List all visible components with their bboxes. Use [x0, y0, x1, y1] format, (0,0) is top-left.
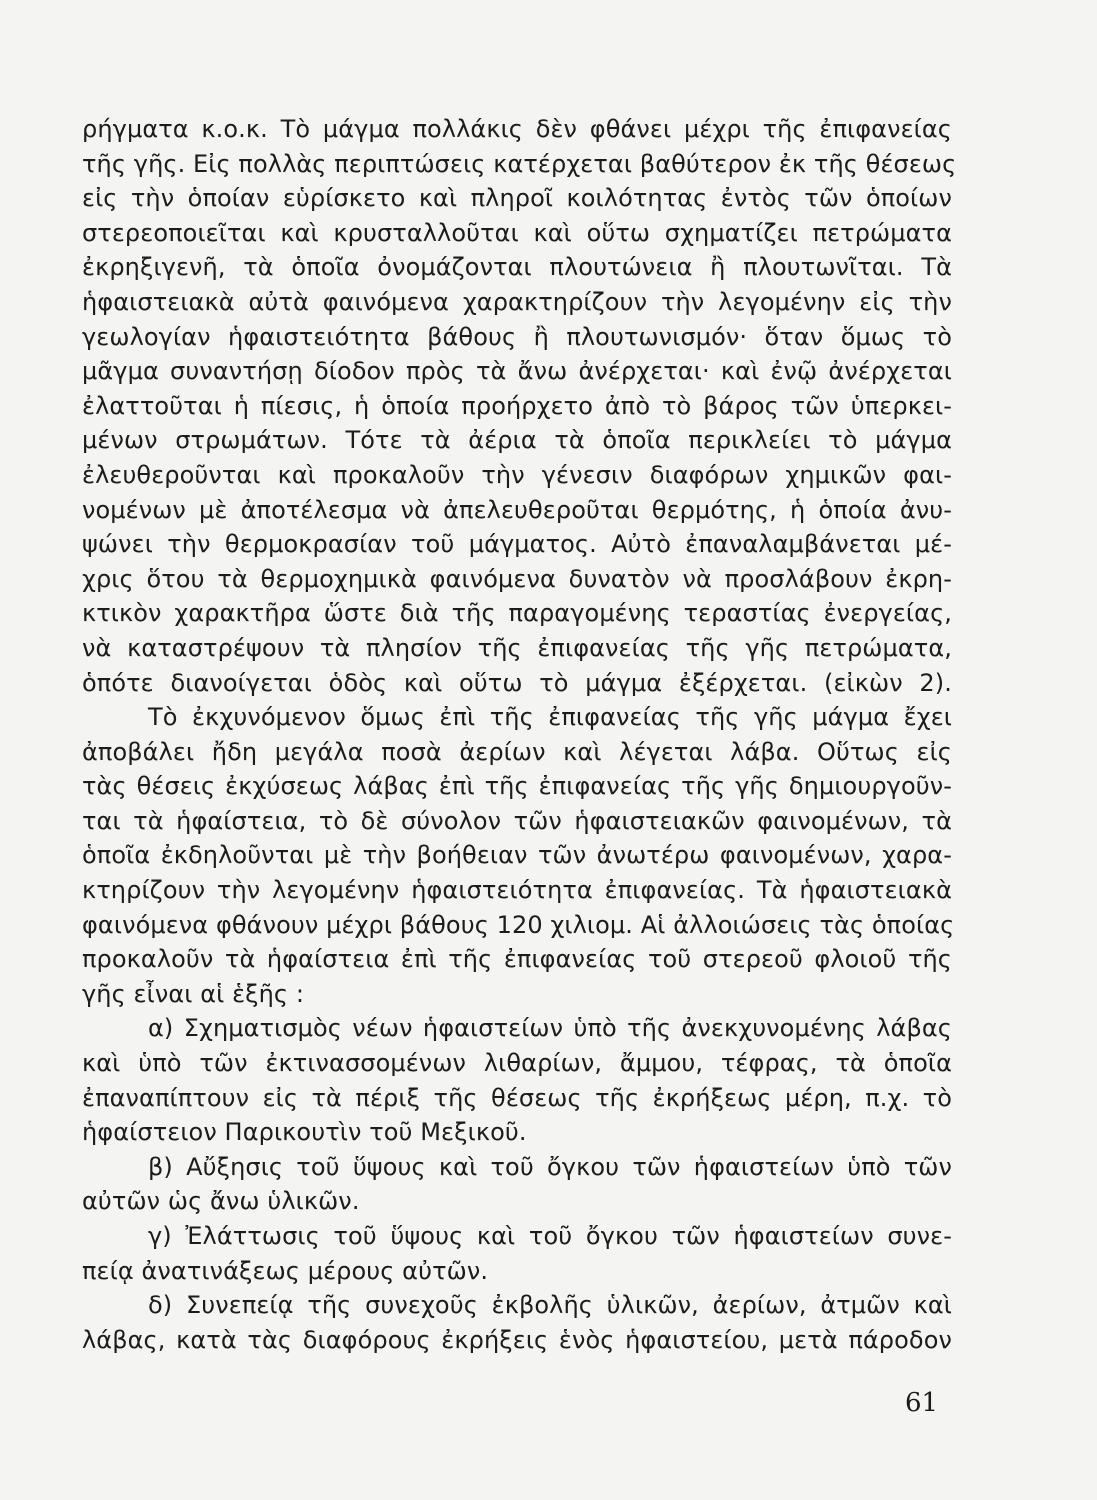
text-line: α) Σχηματισμὸς νέων ἡφαιστείων ὑπὸ τῆς ἀνεκχυνομένης λάβας [148, 1014, 952, 1043]
text-line: β) Αὔξησις τοῦ ὕψους καὶ τοῦ ὄγκου τῶν ἡφαιστείων ὑπὸ τῶν [148, 1152, 952, 1181]
text-line: ἡφαιστειακὰ αὐτὰ φαινόμενα χαρακτηρίζουν τὴν λεγομένην εἰς τὴν [82, 287, 952, 316]
body-text [82, 112, 957, 1357]
text-line: κτικὸν χαρακτῆρα ὥστε διὰ τῆς παραγομένης τεραστίας ἐνεργείας, [82, 599, 952, 628]
text-line: μένων στρωμάτων. Τότε τὰ ἀέρια τὰ ὁποῖα περικλείει τὸ μάγμα [82, 426, 952, 455]
text-line: ὁπότε διανοίγεται ὁδὸς καὶ οὕτω τὸ μάγμα ἐξέρχεται. (εἰκὼν 2). [82, 668, 952, 697]
text-line: ρήγματα κ.ο.κ. Τὸ μάγμα πολλάκις δὲν φθάνει μέχρι τῆς ἐπιφανείας [82, 115, 952, 143]
text-line: γεωλογίαν ἡφαιστειότητα βάθους ἢ πλουτωνισμόν· ὅταν ὅμως τὸ [82, 322, 952, 351]
text-line: μᾶγμα συναντήσῃ δίοδον πρὸς τὰ ἄνω ἀνέρχεται· καὶ ἐνῷ ἀνέρχεται [82, 357, 952, 386]
text-line: ἐλευθεροῦνται καὶ προκαλοῦν τὴν γένεσιν διαφόρων χημικῶν φαι- [82, 460, 952, 489]
text-line: γ) Ἐλάττωσις τοῦ ὕψους καὶ τοῦ ὄγκου τῶν ἡφαιστείων συνε- [148, 1222, 952, 1250]
text-line: φαινόμενα φθάνουν μέχρι βάθους 120 χιλιομ. Αἱ ἀλλοιώσεις τὰς ὁποίας [82, 910, 955, 939]
text-line: Τὸ ἐκχυνόμενον ὅμως ἐπὶ τῆς ἐπιφανείας τῆς γῆς μάγμα ἔχει [148, 703, 952, 732]
text-line: ἡφαίστειον Παρικουτὶν τοῦ Μεξικοῦ. [82, 1118, 527, 1147]
text-line: ἀποβάλει ἤδη μεγάλα ποσὰ ἀερίων καὶ λέγεται λάβα. Οὕτως εἰς [82, 737, 952, 766]
text-line: ἐπαναπίπτουν εἰς τὰ πέριξ τῆς θέσεως τῆς ἐκρήξεως μέρη, π.χ. τὸ [82, 1083, 952, 1112]
text-line: προκαλοῦν τὰ ἡφαίστεια ἐπὶ τῆς ἐπιφανείας τοῦ στερεοῦ φλοιοῦ τῆς [82, 945, 952, 974]
text-line: ται τὰ ἡφαίστεια, τὸ δὲ σύνολον τῶν ἡφαιστειακῶν φαινομένων, τὰ [82, 806, 952, 835]
text-line: πείᾳ ἀνατινάξεως μέρους αὐτῶν. [82, 1256, 489, 1285]
text-line: εἰς τὴν ὁποίαν εὑρίσκετο καὶ πληροῖ κοιλότητας ἐντὸς τῶν ὁποίων [82, 184, 952, 213]
text-line: ἐκρηξιγενῆ, τὰ ὁποῖα ὀνομάζονται πλουτώνεια ἢ πλουτωνῖται. Τὰ [82, 253, 952, 282]
text-line: κτηρίζουν τὴν λεγομένην ἡφαιστειότητα ἐπιφανείας. Τὰ ἡφαιστειακὰ [82, 876, 952, 905]
text-line: γῆς εἶναι αἱ ἑξῆς : [82, 979, 305, 1008]
text-line: νομένων μὲ ἀποτέλεσμα νὰ ἀπελευθεροῦται θερμότης, ἡ ὁποία ἀνυ- [82, 495, 952, 524]
text-line: τὰς θέσεις ἐκχύσεως λάβας ἐπὶ τῆς ἐπιφανείας τῆς γῆς δημιουργοῦν- [82, 772, 952, 801]
text-line: στερεοποιεῖται καὶ κρυσταλλοῦται καὶ οὕτω σχηματίζει πετρώματα [82, 218, 952, 247]
text-line: νὰ καταστρέψουν τὰ πλησίον τῆς ἐπιφανείας τῆς γῆς πετρώματα, [82, 633, 952, 662]
text-line: ἐλαττοῦται ἡ πίεσις, ἡ ὁποία προήρχετο ἀπὸ τὸ βάρος τῶν ὑπερκει- [82, 391, 952, 420]
text-line: λάβας, κατὰ τὰς διαφόρους ἐκρήξεις ἑνὸς ἡφαιστείου, μετὰ πάροδον [82, 1325, 952, 1354]
page-number: 61 [905, 1388, 939, 1418]
text-line: ὁποῖα ἐκδηλοῦνται μὲ τὴν βοήθειαν τῶν ἀνωτέρω φαινομένων, χαρα- [82, 841, 952, 870]
text-line: χρις ὅτου τὰ θερμοχημικὰ φαινόμενα δυνατὸν νὰ προσλάβουν ἐκρη- [82, 564, 952, 593]
text-line: αὐτῶν ὡς ἄνω ὑλικῶν. [82, 1187, 360, 1216]
text-line: καὶ ὑπὸ τῶν ἐκτινασσομένων λιθαρίων, ἄμμου, τέφρας, τὰ ὁποῖα [82, 1049, 952, 1078]
text-line: ψώνει τὴν θερμοκρασίαν τοῦ μάγματος. Αὐτὸ ἐπαναλαμβάνεται μέ- [82, 530, 952, 559]
text-line: δ) Συνεπείᾳ τῆς συνεχοῦς ἐκβολῆς ὑλικῶν, ἀερίων, ἀτμῶν καὶ [148, 1291, 952, 1320]
text-line: τῆς γῆς. Εἰς πολλὰς περιπτώσεις κατέρχεται βαθύτερον ἐκ τῆς θέσεως [82, 149, 957, 178]
